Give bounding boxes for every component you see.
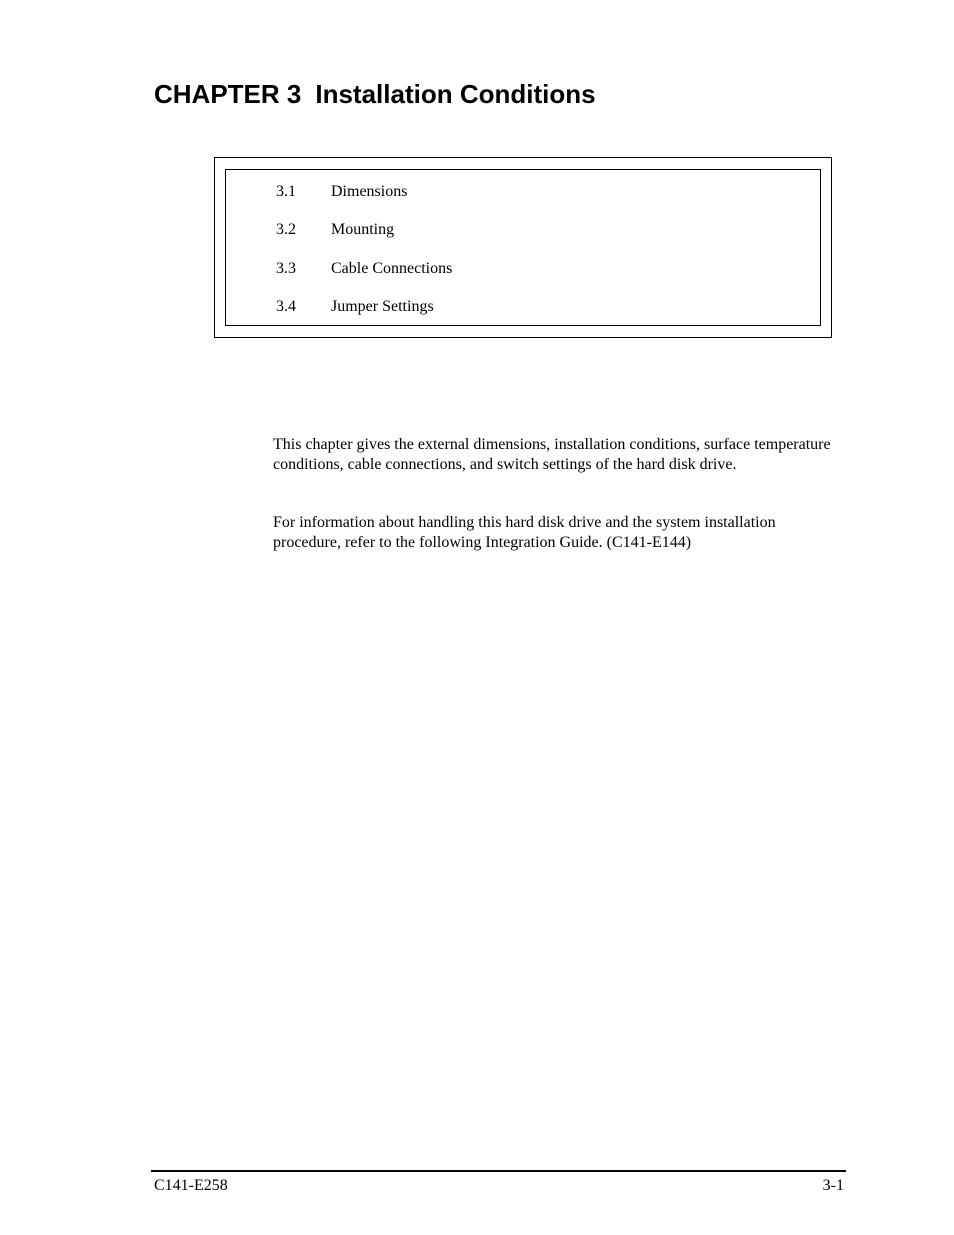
chapter-label: CHAPTER 3: [154, 79, 302, 109]
toc-item-number: 3.1: [276, 183, 296, 200]
toc-item-title: Jumper Settings: [331, 298, 434, 315]
footer-page-number: 3-1: [822, 1177, 844, 1194]
chapter-contents-box: [214, 157, 832, 338]
toc-item-title: Cable Connections: [331, 260, 453, 277]
reference-paragraph: For information about handling this hard disk drive and the system installation procedure, refer to the following Integration Guide. (C141-E144): [273, 514, 776, 551]
toc-item-number: 3.2: [276, 221, 296, 238]
footer-rule: [151, 1170, 846, 1172]
chapter-heading: [154, 76, 596, 112]
intro-paragraph: This chapter gives the external dimensions, installation conditions, surface temperature conditions, cable connections, and switch settings of the hard disk drive.: [273, 436, 831, 473]
toc-item-title: Mounting: [331, 221, 395, 238]
chapter-contents-inner-box: [225, 169, 821, 326]
chapter-title: Installation Conditions: [315, 79, 596, 109]
toc-item-number: 3.4: [276, 298, 296, 315]
footer-doc-number: C141-E258: [154, 1177, 228, 1194]
toc-item-number: 3.3: [276, 260, 296, 277]
toc-item-title: Dimensions: [331, 183, 408, 200]
